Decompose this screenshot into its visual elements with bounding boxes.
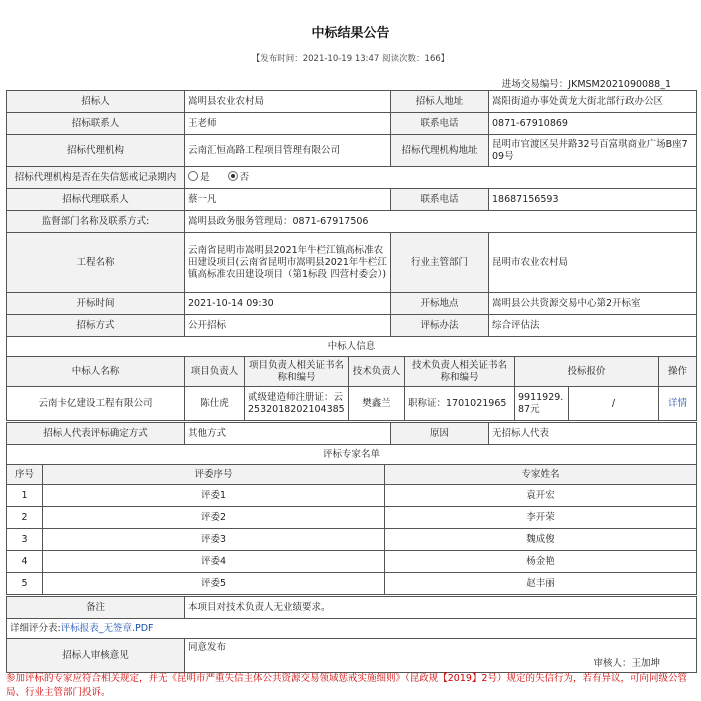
- publish-time-label: 【发布时间：: [251, 54, 303, 64]
- expert-no: 1: [7, 485, 43, 507]
- expert-name: 袁开宏: [385, 485, 697, 507]
- rep-label: 招标人代表评标确定方式: [7, 423, 185, 445]
- opinion-label: 招标人审核意见: [7, 639, 185, 673]
- views-count: 166: [424, 54, 441, 64]
- winner-header-pm-cert: 项目负责人相关证书名称和编号: [245, 357, 349, 387]
- contact-value: 王老师: [185, 113, 391, 135]
- expert-seq: 评委3: [43, 529, 385, 551]
- rep-table: [6, 422, 697, 445]
- method-value: 公开招标: [185, 315, 391, 337]
- supervisor-label: 监督部门名称及联系方式:: [7, 211, 185, 233]
- reason-value: 无招标人代表: [489, 423, 697, 445]
- expert-seq: 评委1: [43, 485, 385, 507]
- report-label: 详细评分表:: [10, 622, 61, 634]
- expert-header-seq: 评委序号: [43, 465, 385, 485]
- tenderer-value: 嵩明县农业农村局: [185, 91, 391, 113]
- footer-notice: 参加评标的专家应符合相关规定，并无《昆明市严重失信主体公共资源交易领域惩戒实施细则》（昆政规【2019】2号）规定的失信行为，若有异议，可向同级公管局、行业主管部门投诉。: [6, 673, 687, 698]
- project-label: 工程名称: [7, 233, 185, 293]
- views-label: 阅读次数：: [382, 54, 425, 64]
- publish-meta: [0, 52, 701, 64]
- open-place-label: 开标地点: [391, 293, 489, 315]
- winner-header-name: 中标人名称: [7, 357, 185, 387]
- expert-seq: 评委5: [43, 573, 385, 595]
- agency-label: 招标代理机构: [7, 135, 185, 167]
- project-value: 云南省昆明市嵩明县2021年牛栏江镇高标准农田建设项目(云南省昆明市嵩明县2021年牛栏江镇高标准农田建设项目（第1标段 四营村委会）): [185, 233, 391, 293]
- phone-label: 联系电话: [391, 113, 489, 135]
- meta-suffix: 】: [440, 54, 450, 64]
- trade-code-label: 进场交易编号：: [501, 79, 569, 90]
- discipline-options: [185, 167, 697, 189]
- open-place-value: 嵩明县公共资源交易中心第2开标室: [489, 293, 697, 315]
- winner-detail-link[interactable]: 详情: [659, 387, 697, 421]
- table-row: [7, 485, 697, 507]
- expert-header-no: 序号: [7, 465, 43, 485]
- agency-contact-label: 招标代理联系人: [7, 189, 185, 211]
- table-row: [7, 529, 697, 551]
- reviewer: [593, 658, 660, 670]
- eval-value: 综合评估法: [489, 315, 697, 337]
- industry-value: 昆明市农业农村局: [489, 233, 697, 293]
- reviewer-label: 审核人：: [593, 658, 632, 669]
- info-table: [6, 90, 697, 337]
- expert-name: 李开荣: [385, 507, 697, 529]
- table-row: [7, 573, 697, 595]
- winner-header-tech-cert: 技术负责人相关证书名称和编号: [405, 357, 515, 387]
- industry-label: 行业主管部门: [391, 233, 489, 293]
- expert-name: 赵丰丽: [385, 573, 697, 595]
- reason-label: 原因: [391, 423, 489, 445]
- radio-yes[interactable]: [188, 172, 210, 183]
- expert-no: 5: [7, 573, 43, 595]
- radio-no[interactable]: [228, 172, 250, 183]
- expert-table: [6, 444, 697, 595]
- supervisor-value: 嵩明县政务服务管理局：0871-67917506: [185, 211, 697, 233]
- table-row: [7, 507, 697, 529]
- radio-no-icon: [228, 171, 238, 181]
- open-time-label: 开标时间: [7, 293, 185, 315]
- expert-name: 杨金艳: [385, 551, 697, 573]
- opinion-value: 同意发布: [188, 642, 227, 653]
- discipline-label: 招标代理机构是否在失信惩戒记录期内: [7, 167, 185, 189]
- radio-yes-icon: [188, 171, 198, 181]
- expert-seq: 评委2: [43, 507, 385, 529]
- expert-no: 4: [7, 551, 43, 573]
- publish-time: 2021-10-19 13:47: [302, 54, 380, 64]
- expert-section-title: 评标专家名单: [7, 445, 697, 465]
- contact-label: 招标联系人: [7, 113, 185, 135]
- open-time-value: 2021-10-14 09:30: [185, 293, 391, 315]
- winner-pm: 陈仕虎: [185, 387, 245, 421]
- remark-label: 备注: [7, 597, 185, 619]
- winner-tech: 樊鑫兰: [349, 387, 405, 421]
- winner-header-pm: 项目负责人: [185, 357, 245, 387]
- page-title: 中标结果公告: [311, 26, 390, 41]
- agency-addr-label: 招标代理机构地址: [391, 135, 489, 167]
- radio-yes-label: 是: [200, 172, 210, 183]
- tenderer-addr-label: 招标人地址: [391, 91, 489, 113]
- report-link[interactable]: 评标报表_无签章.PDF: [60, 622, 154, 634]
- winner-header-price: 投标报价: [515, 357, 659, 387]
- trade-code: [502, 76, 671, 90]
- agency-addr-value: 昆明市官渡区吴井路32号百富琪商业广场B座709号: [489, 135, 697, 167]
- report-row: [7, 619, 697, 639]
- tenderer-label: 招标人: [7, 91, 185, 113]
- winner-price-note: /: [569, 387, 659, 421]
- winner-name: 云南卡亿建设工程有限公司: [7, 387, 185, 421]
- winner-price: 9911929.87元: [515, 387, 569, 421]
- table-row: [7, 551, 697, 573]
- opinion-cell: [185, 639, 697, 673]
- expert-no: 3: [7, 529, 43, 551]
- expert-no: 2: [7, 507, 43, 529]
- agency-value: 云南汇恒高路工程项目管理有限公司: [185, 135, 391, 167]
- eval-label: 评标办法: [391, 315, 489, 337]
- trade-code-value: JKMSM2021090088_1: [568, 79, 671, 90]
- winner-header-tech: 技术负责人: [349, 357, 405, 387]
- remark-table: [6, 596, 697, 673]
- reviewer-name: 王加坤: [631, 658, 660, 669]
- phone-value: 0871-67910869: [489, 113, 697, 135]
- winner-table: [6, 336, 697, 421]
- radio-no-label: 否: [239, 172, 250, 183]
- winner-pm-cert: 贰级建造师注册证：云2532018202104385: [245, 387, 349, 421]
- winner-header-op: 操作: [659, 357, 697, 387]
- agency-contact-value: 蔡一凡: [185, 189, 391, 211]
- winner-section-title: 中标人信息: [7, 337, 697, 357]
- winner-tech-cert: 职称证：1701021965: [405, 387, 515, 421]
- method-label: 招标方式: [7, 315, 185, 337]
- agency-phone-label: 联系电话: [391, 189, 489, 211]
- rep-value: 其他方式: [185, 423, 391, 445]
- expert-header-name: 专家姓名: [385, 465, 697, 485]
- expert-seq: 评委4: [43, 551, 385, 573]
- agency-phone-value: 18687156593: [489, 189, 697, 211]
- tenderer-addr-value: 嵩阳街道办事处黄龙大街北部行政办公区: [489, 91, 697, 113]
- remark-value: 本项目对技术负责人无业绩要求。: [185, 597, 697, 619]
- expert-name: 魏成俊: [385, 529, 697, 551]
